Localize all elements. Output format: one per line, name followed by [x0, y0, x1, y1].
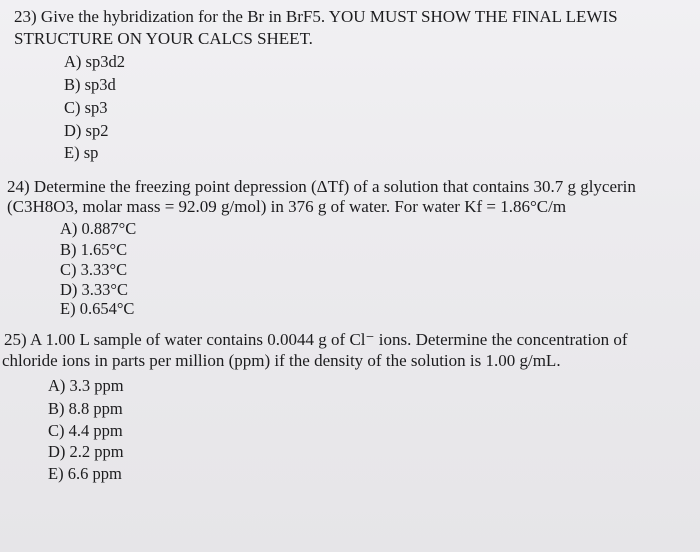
question-25-line-2: chloride ions in parts per million (ppm) if the density of the solution is 1.00 g/mL.: [2, 351, 561, 370]
question-24-option-e: E) 0.654°C: [60, 299, 135, 318]
question-24-line-2: (C3H8O3, molar mass = 92.09 g/mol) in 376 g of water. For water Kf = 1.86°C/m: [7, 197, 567, 216]
question-25-option-a: A) 3.3 ppm: [48, 376, 124, 395]
question-23-line-1: 23) Give the hybridization for the Br in BrF5. YOU MUST SHOW THE FINAL LEWIS: [14, 7, 618, 26]
question-23-option-c: C) sp3: [64, 98, 108, 117]
question-25-option-b: B) 8.8 ppm: [48, 399, 123, 418]
question-23-option-a: A) sp3d2: [64, 52, 125, 71]
question-23-option-d: D) sp2: [64, 121, 109, 140]
question-24-option-b: B) 1.65°C: [60, 240, 128, 259]
question-25-option-c: C) 4.4 ppm: [48, 421, 123, 440]
question-25-option-d: D) 2.2 ppm: [48, 442, 124, 461]
question-23-option-b: B) sp3d: [64, 75, 116, 94]
bleed-through-texture: [180, 400, 700, 520]
question-23-line-2: STRUCTURE ON YOUR CALCS SHEET.: [14, 29, 313, 48]
question-24-option-d: D) 3.33°C: [60, 280, 129, 299]
question-25-option-e: E) 6.6 ppm: [48, 464, 122, 483]
question-24-line-1: 24) Determine the freezing point depression (ΔTf) of a solution that contains 30.7 g glycerin: [7, 177, 636, 196]
question-24-option-a: A) 0.887°C: [60, 219, 137, 238]
question-25-line-1: 25) A 1.00 L sample of water contains 0.0044 g of Cl⁻ ions. Determine the concentration of: [4, 330, 628, 349]
question-24-option-c: C) 3.33°C: [60, 260, 128, 279]
question-23-option-e: E) sp: [64, 143, 99, 162]
